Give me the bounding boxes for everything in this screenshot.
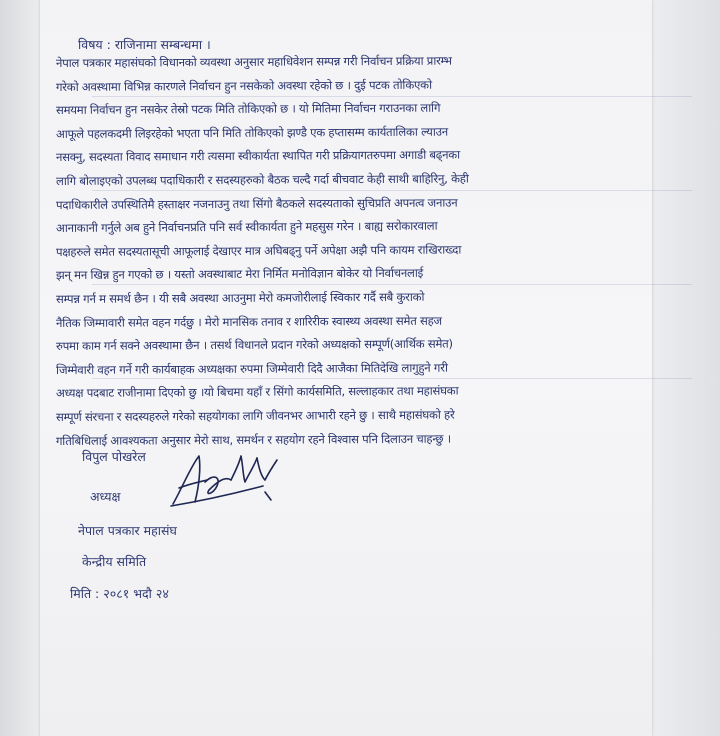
letter-body-line: अध्यक्ष पदबाट राजीनामा दिएको छु ।यो बिचमा यहाँ र सिंगो कार्यसमिति, सल्लाहकार तथा महासंघका [55, 383, 459, 401]
letter-body-line: सम्पन्न गर्न म समर्थ छैन । यी सबै अवस्था आउनुमा मेरो कमजोरीलाई स्विकार गर्दै सबै कुराको [55, 289, 425, 306]
letter-body-line: आफूले पहलकदमी लिइरहेको भएता पनि मिति तोकिएको झण्डै एक हप्तासम्म कार्यतालिका ल्याउन [55, 124, 448, 141]
letter-body-line: सम्पूर्ण संरचना र सदस्यहरुले गरेको सहयोगका लागि जीवनभर आभारी रहने छु । साथै महासंघको हरे [55, 407, 455, 424]
letter-body-line: गतिबिधिलाई आवश्यकता अनुसार मेरो साथ, समर्थन र सहयोग रहने विश्वास पनि दिलाउन चाहन्छु । [55, 431, 451, 448]
letter-body-line: रुपमा काम गर्न सक्ने अवस्थामा छैन । तसर्थ विधानले प्रदान गरेको अध्यक्षको सम्पूर्ण(आर्थिक समेत) [55, 336, 453, 354]
letter-body-line: नेपाल पत्रकार महासंघको विधानको व्यवस्था अनुसार महाधिवेशन सम्पन्न गरी निर्वाचन प्रक्रिया प्रारम्भ [55, 53, 452, 70]
background-left [0, 0, 40, 736]
handwritten-signature [165, 446, 285, 516]
letter-body-line: झन् मन खिन्न हुन गएको छ । यस्तो अवस्थाबाट मेरा निर्मित मनोविज्ञान बोकेर यो निर्वाचनलाई [55, 266, 424, 283]
letter-body-line: पक्षहरुले समेत सदस्यतासूची आफूलाई देखाएर मात्र अघिबढ्नु पर्ने अपेक्षा अझै पनि कायम राखिराख्दा [55, 242, 462, 259]
letter-body [56, 52, 656, 453]
signatory-name: विपुल पोखरेल [82, 449, 146, 464]
letter-body-line: नसक्नु, सदस्यता विवाद समाधान गरी त्यसमा स्वीकार्यता स्थापित गरी प्रक्रियागतरुपमा अगाडी बढ्नका [55, 147, 460, 165]
letter-date: मिति : २०८१ भदौ २४ [70, 586, 169, 601]
letter-body-line: समयमा निर्वाचन हुन नसकेर तेस्रो पटक मिति तोकिएको छ । यो मितिमा निर्वाचन गराउनका लागि [55, 100, 441, 118]
letter-body-line: गरेको अवस्थामा विभिन्न कारणले निर्वाचन हुन नसकेको अवस्था रहेको छ । दुई पटक तोकिएको [55, 77, 432, 94]
signatory-committee: केन्द्रीय समिति [82, 554, 147, 569]
letter-body-line: लागि बोलाइएको उपलब्ध पदाधिकारी र सदस्यहरुको बैठक चल्दै गर्दा बीचवाट केही साथी बाहिरिनु, केही [55, 171, 469, 188]
letter-body-line: जिम्मेवारी वहन गर्ने गरी कार्यबाहक अध्यक्षका रुपमा जिम्मेवारी दिदै आजैका मितिदेखि लागुहुने गरी [55, 360, 448, 377]
letter-body-line: आनाकानी गर्नुले अब हुने निर्वाचनप्रति पनि सर्व स्वीकार्यता हुने महसुस गरेन । बाह्य सरोकारवाला [55, 218, 438, 236]
signatory-organization: नेपाल पत्रकार महासंघ [78, 523, 177, 538]
letter-body-line: नैतिक जिम्मावारी समेत वहन गर्दछु । मेरो मानसिक तनाव र शारिरीक स्वास्थ्य अवस्था समेत सहज [55, 313, 442, 330]
letter-subject: विषय : राजिनामा सम्बन्धमा । [78, 37, 211, 52]
letter-body-line: पदाधिकारीले उपस्थितिमै हस्ताक्षर नजनाउनु तथा सिंगो बैठकले सदस्यताको सुचिप्रति अपनत्व जनाउन [55, 195, 458, 212]
signatory-designation: अध्यक्ष [90, 489, 121, 504]
background-right [652, 0, 720, 736]
